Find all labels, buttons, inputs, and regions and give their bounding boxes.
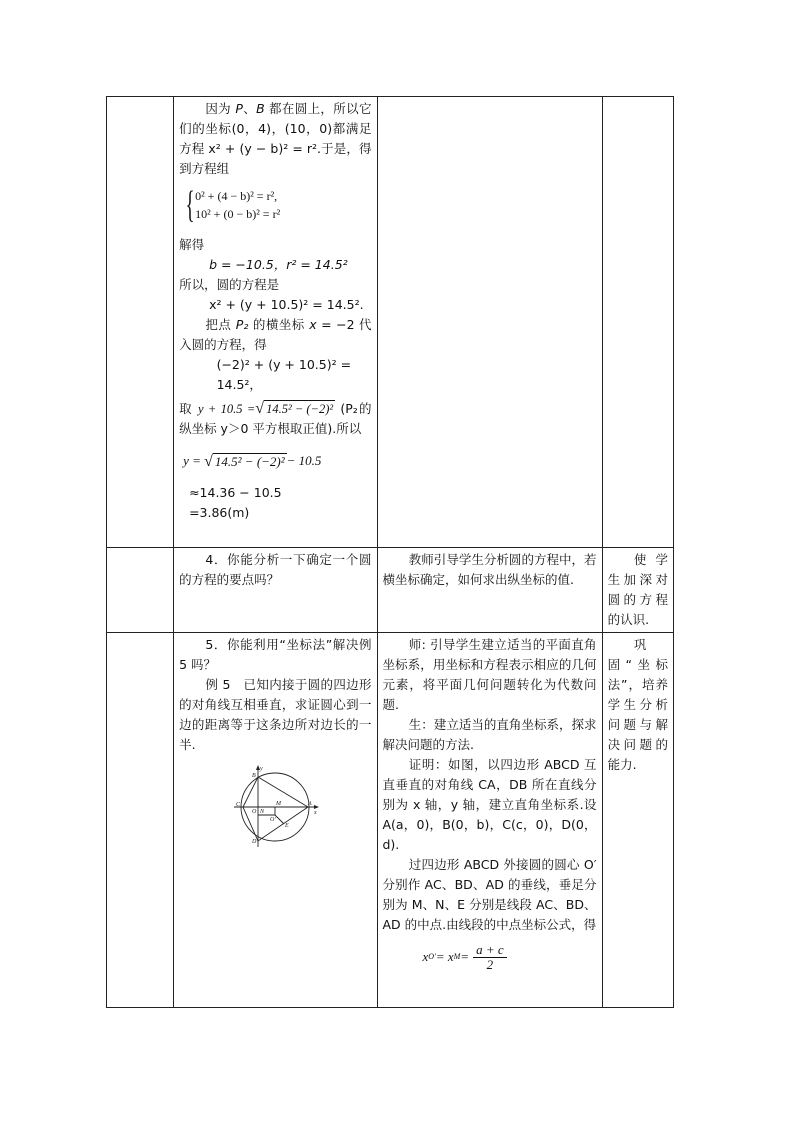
text: 的横坐标	[248, 317, 310, 332]
table-row	[107, 548, 674, 633]
math-eq: =	[460, 949, 470, 964]
sqrt: √ 14.5² − (−2)²	[255, 400, 334, 417]
substitute-para	[179, 315, 371, 355]
cell-teacher-student	[377, 633, 602, 1008]
point-p: P	[235, 101, 243, 116]
cell-question-4	[174, 548, 377, 633]
question-5: 5．你能利用“坐标法”解决例 5 吗？	[179, 637, 372, 672]
example-5: 例 5 已知内接于圆的四边形的对角线互相垂直，求证圆心到一边的距离等于这条边所对边长的一半.	[179, 677, 372, 752]
fig-label: D	[252, 839, 257, 845]
fig-label: O	[252, 809, 257, 815]
text: 取	[179, 401, 198, 416]
sqrt: √ 14.5² − (−2)²	[204, 452, 285, 470]
math-lhs: y =	[183, 453, 201, 468]
cell-empty	[107, 97, 174, 548]
text: (P₂的纵坐标 y＞0 平方根取正值).所以	[179, 401, 372, 436]
cell-empty	[602, 97, 673, 548]
fig-label: N	[260, 809, 265, 815]
text: 因为	[205, 101, 236, 116]
proof-text: 证明：如图，以四边形 ABCD 互直垂直的对角线 CA，DB 所在直线分别为 x 轴，y 轴，建立直角坐标系.设 A(a，0)，B(0，b)，C(c，0)，D(0，d).	[382, 757, 597, 852]
equation: x² + (y − b)² = r².	[208, 141, 322, 156]
text: 把点	[205, 317, 236, 332]
substituted-equation: (−2)² + (y + 10.5)² = 14.5²，	[216, 357, 352, 392]
fig-label: B	[252, 773, 256, 779]
cell-empty	[377, 97, 602, 548]
cell-teacher-guide	[377, 548, 602, 633]
fig-label: A	[308, 801, 312, 807]
cell-empty	[107, 633, 174, 1008]
fraction	[473, 943, 507, 972]
fig-label: x	[314, 810, 317, 816]
y-formula	[183, 447, 371, 475]
cell-goal	[602, 548, 673, 633]
solution-para	[179, 99, 371, 179]
numerator: a + c	[473, 943, 507, 958]
cell-solution	[174, 97, 377, 548]
proof-continued: 过四边形 ABCD 外接圆的圆心 O′分别作 AC、BD、AD 的垂线，垂足分别为 M、N、E 分别是线段 AC、BD、AD 的中点.由线段的中点坐标公式，得	[382, 857, 597, 932]
math-sub: M	[453, 952, 461, 961]
student-text: 生：建立适当的直角坐标系，探求解决问题的方法.	[382, 717, 597, 752]
equation-system	[183, 185, 371, 225]
math-sub: O′	[428, 952, 436, 961]
math-var: = x	[435, 949, 454, 964]
denominator: 2	[486, 956, 494, 972]
take-root-para	[179, 399, 371, 439]
point-b: B	[256, 101, 265, 116]
system-line-2: 10² + (0 − b)² = r²	[195, 207, 281, 221]
solution-line: b = −10.5，r² = 14.5²	[209, 257, 348, 272]
var-x: x	[309, 317, 317, 332]
approx-line: ≈14.36 − 10.5	[189, 485, 282, 500]
table-row	[107, 633, 674, 1008]
brace: {	[185, 184, 195, 226]
teacher-guide-text: 教师引导学生分析圆的方程中，若横坐标确定，如何求出纵坐标的值.	[382, 552, 597, 587]
text: = −2 代入圆的方程，得	[179, 317, 372, 352]
circle-equation: x² + (y + 10.5)² = 14.5².	[209, 297, 364, 312]
system-line-1: 0² + (4 − b)² = r²,	[195, 189, 278, 203]
point-p2: P₂	[235, 317, 249, 332]
math-lhs: y + 10.5 =	[197, 402, 256, 416]
lesson-table	[106, 96, 674, 1008]
teacher-text: 师: 引导学生建立适当的平面直角坐标系，用坐标和方程表示相应的几何元素，将平面几何问题转化为代数问题.	[382, 637, 597, 712]
radicand: 14.5² − (−2)²	[266, 402, 334, 416]
geometry-figure	[179, 763, 371, 847]
cell-goal	[602, 633, 673, 1008]
text: 都在圆上，所以它们的坐标(0，4)，(10，0)都满足方程	[179, 101, 372, 156]
midpoint-formula	[387, 943, 597, 971]
circle-diagram	[230, 763, 320, 847]
goal-text: 巩固“坐标法”，培养学生分析问题与解决问题的能力.	[607, 637, 668, 772]
so-label: 所以，圆的方程是	[179, 277, 280, 292]
question-4: 4．你能分析一下确定一个圆的方程的要点吗？	[179, 552, 372, 587]
table-row	[107, 97, 674, 548]
goal-text: 使学生加深对圆的方程的认识.	[607, 552, 668, 627]
fig-label: y	[260, 766, 263, 772]
fig-label: E	[285, 823, 289, 829]
fig-label: M	[276, 801, 282, 807]
cell-question-5	[174, 633, 377, 1008]
result-line: =3.86(m)	[189, 505, 250, 520]
cell-empty	[107, 548, 174, 633]
math-var: x	[422, 949, 429, 964]
perp-oE	[275, 815, 284, 824]
radicand: 14.5² − (−2)²	[214, 453, 285, 469]
x-arrow	[314, 805, 319, 809]
solve-label: 解得	[179, 237, 205, 252]
fig-label: C	[236, 802, 241, 808]
text: 、	[242, 101, 257, 116]
text: 于是，得到方程组	[179, 141, 372, 176]
fig-label: O′	[270, 817, 276, 823]
math-tail: − 10.5	[286, 453, 322, 468]
